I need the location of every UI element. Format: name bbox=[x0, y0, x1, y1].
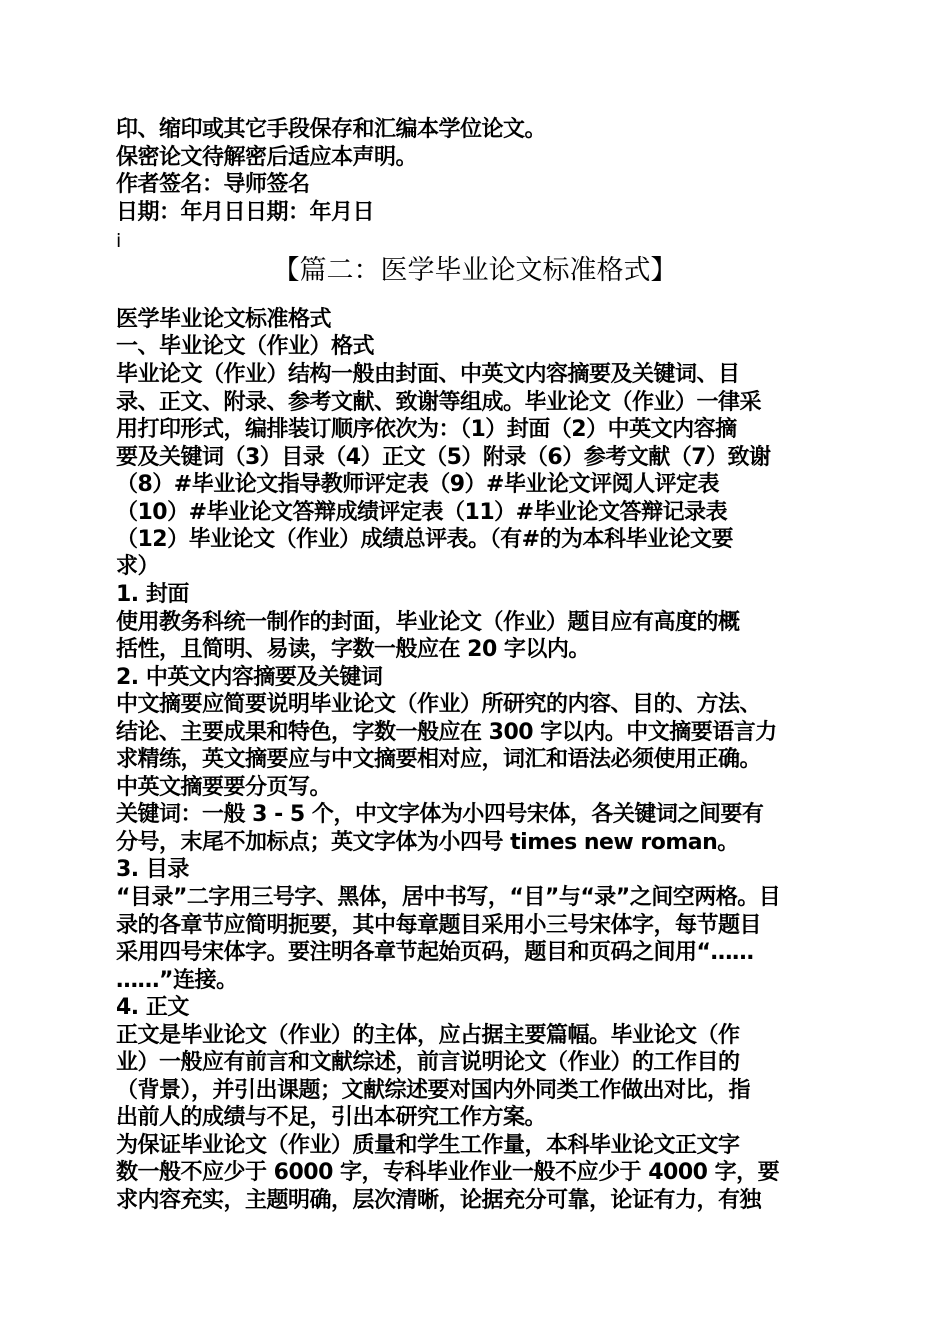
paragraph-line: （8）#毕业论文指导教师评定表（9）#毕业论文评阅人评定表 bbox=[116, 472, 719, 497]
paragraph-line: 要及关键词（3）目录（4）正文（5）附录（6）参考文献（7）致谢 bbox=[116, 445, 771, 470]
paragraph-line: 使用教务科统一制作的封面，毕业论文（作业）题目应有高度的概 bbox=[116, 610, 740, 635]
doc-sub-heading: 一、毕业论文（作业）格式 bbox=[116, 334, 375, 359]
paragraph-line: 毕业论文（作业）结构一般由封面、中英文内容摘要及关键词、目 bbox=[116, 362, 740, 387]
signature-line: 作者签名：导师签名 bbox=[116, 172, 310, 197]
section-heading-body: 4. 正文 bbox=[116, 995, 189, 1020]
paragraph-line: 中文摘要应简要说明毕业论文（作业）所研究的内容、目的、方法、 bbox=[116, 692, 762, 717]
paragraph-line: 求） bbox=[116, 554, 160, 579]
paragraph-line: 录、正文、附录、参考文献、致谢等组成。毕业论文（作业）一律采 bbox=[116, 390, 762, 415]
paragraph-line: 用打印形式，编排装订顺序依次为：（1）封面（2）中英文内容摘 bbox=[116, 417, 737, 442]
paragraph-line: 业）一般应有前言和文献综述，前言说明论文（作业）的工作目的 bbox=[116, 1050, 740, 1075]
section-heading-cover: 1. 封面 bbox=[116, 582, 189, 607]
section-heading-toc: 3. 目录 bbox=[116, 857, 189, 882]
paragraph-line: 数一般不应少于 6000 字，专科毕业作业一般不应少于 4000 字，要 bbox=[116, 1160, 780, 1185]
paragraph-line: （12）毕业论文（作业）成绩总评表。（有#的为本科毕业论文要 bbox=[116, 527, 734, 552]
paragraph-line: ……”连接。 bbox=[116, 968, 238, 993]
doc-heading: 医学毕业论文标准格式 bbox=[116, 307, 332, 332]
intro-line: 印、缩印或其它手段保存和汇编本学位论文。 bbox=[116, 117, 547, 142]
paragraph-line: 中英文摘要要分页写。 bbox=[116, 775, 332, 800]
date-line: 日期：年月日日期：年月日 bbox=[116, 200, 375, 225]
paragraph-line: （10）#毕业论文答辩成绩评定表（11）#毕业论文答辩记录表 bbox=[116, 500, 728, 525]
paragraph-line: 出前人的成绩与不足，引出本研究工作方案。 bbox=[116, 1105, 547, 1130]
paragraph-line: 采用四号宋体字。要注明各章节起始页码，题目和页码之间用“…… bbox=[116, 940, 754, 965]
paragraph-line: 为保证毕业论文（作业）质量和学生工作量，本科毕业论文正文字 bbox=[116, 1133, 740, 1158]
paragraph-line: “目录”二字用三号字、黑体，居中书写，“目”与“录”之间空两格。目 bbox=[116, 885, 781, 910]
section-heading-abstract: 2. 中英文内容摘要及关键词 bbox=[116, 665, 383, 690]
paragraph-line: 关键词：一般 3 - 5 个，中文字体为小四号宋体，各关键词之间要有 bbox=[116, 802, 764, 827]
paragraph-line: 结论、主要成果和特色，字数一般应在 300 字以内。中文摘要语言力 bbox=[116, 720, 777, 745]
paragraph-line: 括性，且简明、易读，字数一般应在 20 字以内。 bbox=[116, 637, 590, 662]
paragraph-line: （背景），并引出课题；文献综述要对国内外同类工作做出对比，指 bbox=[116, 1078, 751, 1103]
page-marker: i bbox=[116, 230, 121, 252]
intro-line: 保密论文待解密后适应本声明。 bbox=[116, 145, 418, 170]
paragraph-line: 分号，末尾不加标点；英文字体为小四号 times new roman。 bbox=[116, 830, 739, 855]
paragraph-line: 求精练，英文摘要应与中文摘要相对应，词汇和语法必须使用正确。 bbox=[116, 747, 762, 772]
section-title: 【篇二：医学毕业论文标准格式】 bbox=[272, 255, 678, 286]
paragraph-line: 求内容充实，主题明确，层次清晰，论据充分可靠，论证有力，有独 bbox=[116, 1188, 762, 1213]
paragraph-line: 正文是毕业论文（作业）的主体，应占据主要篇幅。毕业论文（作 bbox=[116, 1023, 740, 1048]
paragraph-line: 录的各章节应简明扼要，其中每章题目采用小三号宋体字，每节题目 bbox=[116, 913, 762, 938]
